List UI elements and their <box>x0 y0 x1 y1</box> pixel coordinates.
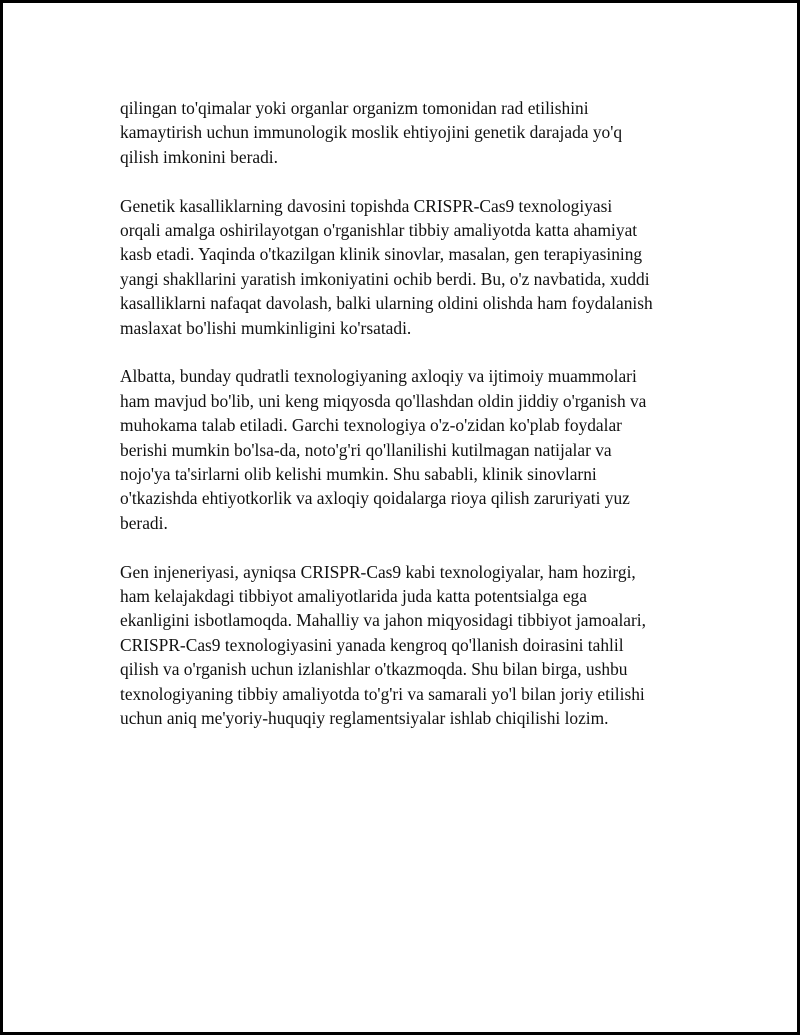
text-line: ham mavjud bo'lib, uni keng miqyosda qo'llashdan oldin jiddiy o'rganish va <box>120 390 647 411</box>
text-line: CRISPR-Cas9 texnologiyasini yanada kengroq qo'llanish doirasini tahlil <box>120 634 624 655</box>
text-line: ekanligini isbotlamoqda. Mahalliy va jahon miqyosidagi tibbiyot jamoalari, <box>120 610 646 631</box>
text-line: ham kelajakdagi tibbiyot amaliyotlarida juda katta potentsialga ega <box>120 586 587 607</box>
text-line: orqali amalga oshirilayotgan o'rganishlar tibbiy amaliyotda katta ahamiyat <box>120 220 638 241</box>
text-line: kasalliklarni nafaqat davolash, balki ularning oldini olishda ham foydalanish <box>120 293 653 314</box>
text-line: Genetik kasalliklarning davosini topishda CRISPR-Cas9 texnologiyasi <box>120 195 613 216</box>
text-line: uchun aniq me'yoriy-huquqiy reglamentsiyalar ishlab chiqilishi lozim. <box>120 708 609 729</box>
document-body <box>120 96 695 755</box>
text-line: Albatta, bunday qudratli texnologiyaning axloqiy va ijtimoiy muammolari <box>120 366 637 387</box>
paragraph-2 <box>120 194 695 340</box>
text-line: berishi mumkin bo'lsa-da, noto'g'ri qo'llanilishi kutilmagan natijalar va <box>120 439 612 460</box>
text-line: Gen injeneriyasi, ayniqsa CRISPR-Cas9 kabi texnologiyalar, ham hozirgi, <box>120 561 636 582</box>
text-line: muhokama talab etiladi. Garchi texnologiya o'z-o'zidan ko'plab foydalar <box>120 415 622 436</box>
text-line: qilingan to'qimalar yoki organlar organizm tomonidan rad etilishini <box>120 98 589 118</box>
text-line: qilish va o'rganish uchun izlanishlar o'tkazmoqda. Shu bilan birga, ushbu <box>120 659 628 680</box>
text-line: texnologiyaning tibbiy amaliyotda to'g'ri va samarali yo'l bilan joriy etilishi <box>120 683 645 704</box>
text-line: kasb etadi. Yaqinda o'tkazilgan klinik sinovlar, masalan, gen terapiyasining <box>120 244 643 265</box>
paragraph-3 <box>120 364 695 535</box>
text-line: nojo'ya ta'sirlarni olib kelishi mumkin. Shu sababli, klinik sinovlarni <box>120 464 597 485</box>
paragraph-4 <box>120 560 695 731</box>
text-line: beradi. <box>120 512 168 533</box>
text-line: maslaxat bo'lishi mumkinligini ko'rsatadi. <box>120 317 412 338</box>
text-line: qilish imkonini beradi. <box>120 146 278 167</box>
paragraph-1 <box>120 96 695 169</box>
text-line: yangi shakllarini yaratish imkoniyatini ochib berdi. Bu, o'z navbatida, xuddi <box>120 268 650 289</box>
text-line: o'tkazishda ehtiyotkorlik va axloqiy qoidalarga rioya qilish zaruriyati yuz <box>120 488 630 509</box>
text-line: kamaytirish uchun immunologik moslik ehtiyojini genetik darajada yo'q <box>120 122 623 143</box>
